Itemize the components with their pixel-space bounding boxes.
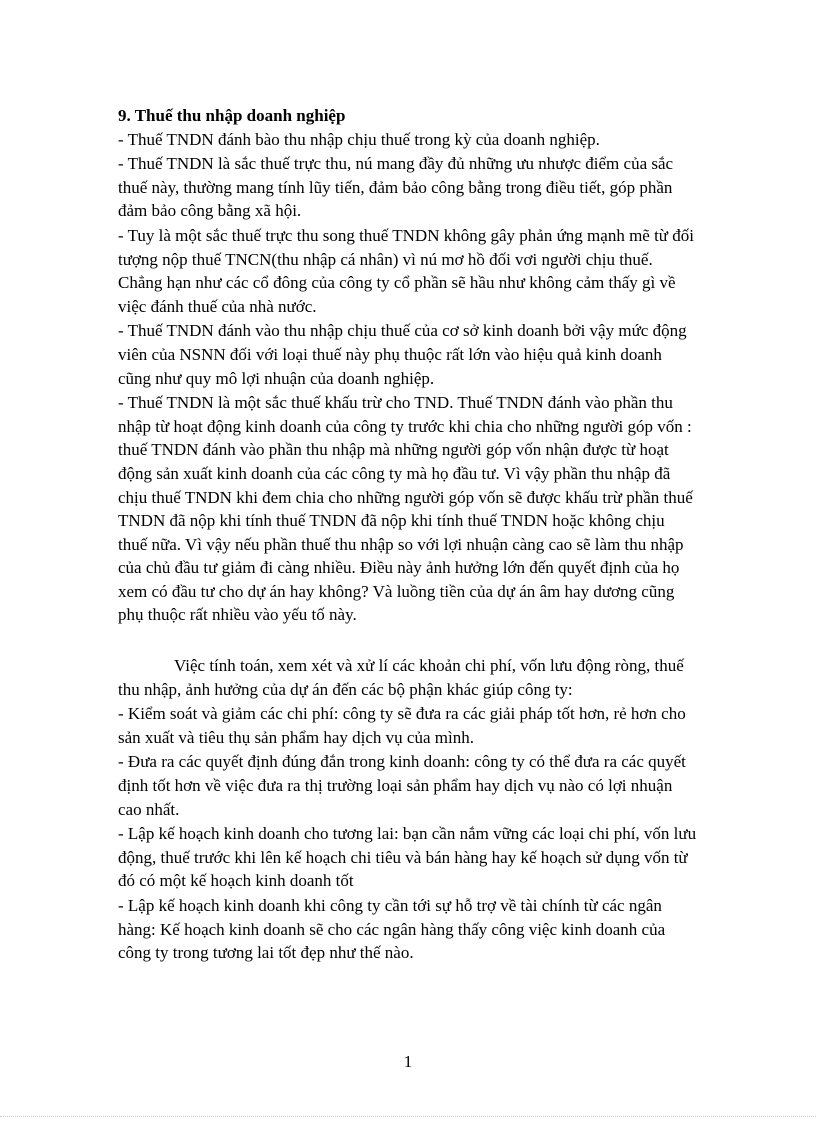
benefit-item-1: - Kiểm soát và giảm các chi phí: công ty sẽ đưa ra các giải pháp tốt hơn, rẻ hơn cho sản xuất và tiêu thụ sản phẩm hay dịch vụ của mình. bbox=[118, 704, 686, 747]
paragraph-1: - Thuế TNDN đánh bào thu nhập chịu thuế trong kỳ của doanh nghiệp. bbox=[118, 129, 600, 149]
benefit-item-2: - Đưa ra các quyết định đúng đắn trong kinh doanh: công ty có thể đưa ra các quyết định tốt hơn về việc đưa ra thị trường loại sản phẩm hay dịch vụ nào có lợi nhuận cao nhất. bbox=[118, 752, 686, 819]
intro-paragraph: Việc tính toán, xem xét và xử lí các khoản chi phí, vốn lưu động ròng, thuế thu nhập, ảnh hưởng của dự án đến các bộ phận khác giúp công ty: bbox=[118, 656, 684, 699]
paragraph-5: - Thuế TNDN là một sắc thuế khấu trừ cho TND. Thuế TNDN đánh vào phần thu nhập từ hoạt động kinh doanh của công ty trước khi chia cho những người góp vốn : thuế TNDN đánh vào phần thu nhập mà những người góp vốn nhận được từ hoạt động sản xuất kinh doanh của các công ty mà họ đầu tư. Vì vậy phần thu nhập đã chịu thuế TNDN khi đem chia cho những người góp vốn sẽ được khấu trừ phần thuế TNDN đã nộp khi tính thuế TNDN đã nộp khi tính thuế TNDN hoặc không chịu thuế nữa. Vì vậy nếu phần thuế thu nhập so với lợi nhuận càng cao sẽ làm thu nhập của chủ đầu tư giảm đi càng nhiều. Điều này ảnh hưởng lớn đến quyết định của họ xem có đầu tư cho dự án hay không? Và luồng tiền của dự án âm hay dương cũng phụ thuộc rất nhiều vào yếu tố này. bbox=[118, 393, 693, 625]
paragraph-3: - Tuy là một sắc thuế trực thu song thuế TNDN không gây phản ứng mạnh mẽ từ đối tượng nộp thuế TNCN(thu nhập cá nhân) vì nú mơ hồ đối vơi người chịu thuế. Chẳng hạn như các cổ đông của công ty cổ phần sẽ hầu như không cảm thấy gì về việc đánh thuế của nhà nước. bbox=[118, 225, 694, 316]
page-number: 1 bbox=[403, 1052, 413, 1071]
benefit-item-4: - Lập kế hoạch kinh doanh khi công ty cần tới sự hỗ trợ về tài chính từ các ngân hàng: Kế hoạch kinh doanh sẽ cho các ngân hàng thấy công việc kinh doanh của công ty trong tương lai tốt đẹp như thế nào. bbox=[118, 896, 666, 963]
document-body bbox=[118, 104, 698, 966]
section-heading: 9. Thuế thu nhập doanh nghiệp bbox=[118, 106, 346, 125]
paragraph-spacer bbox=[118, 628, 698, 654]
paragraph-4: - Thuế TNDN đánh vào thu nhập chịu thuế của cơ sở kinh doanh bởi vậy mức động viên của NSNN đối với loại thuế này phụ thuộc rất lớn vào hiệu quả kinh doanh cũng như quy mô lợi nhuận của doanh nghiệp. bbox=[118, 321, 687, 388]
benefit-item-3: - Lập kế hoạch kinh doanh cho tương lai: bạn cần nắm vững các loại chi phí, vốn lưu động, thuế trước khi lên kế hoạch chi tiêu và bán hàng hay kế hoạch sử dụng vốn từ đó có một kế hoạch kinh doanh tốt bbox=[118, 824, 697, 891]
page-bottom-divider bbox=[0, 1116, 816, 1117]
paragraph-2: - Thuế TNDN là sắc thuế trực thu, nú mang đầy đủ những ưu nhược điểm của sắc thuế này, thường mang tính lũy tiến, đảm bảo công bằng trong điều tiết, góp phần đảm bảo công bằng xã hội. bbox=[118, 154, 674, 221]
